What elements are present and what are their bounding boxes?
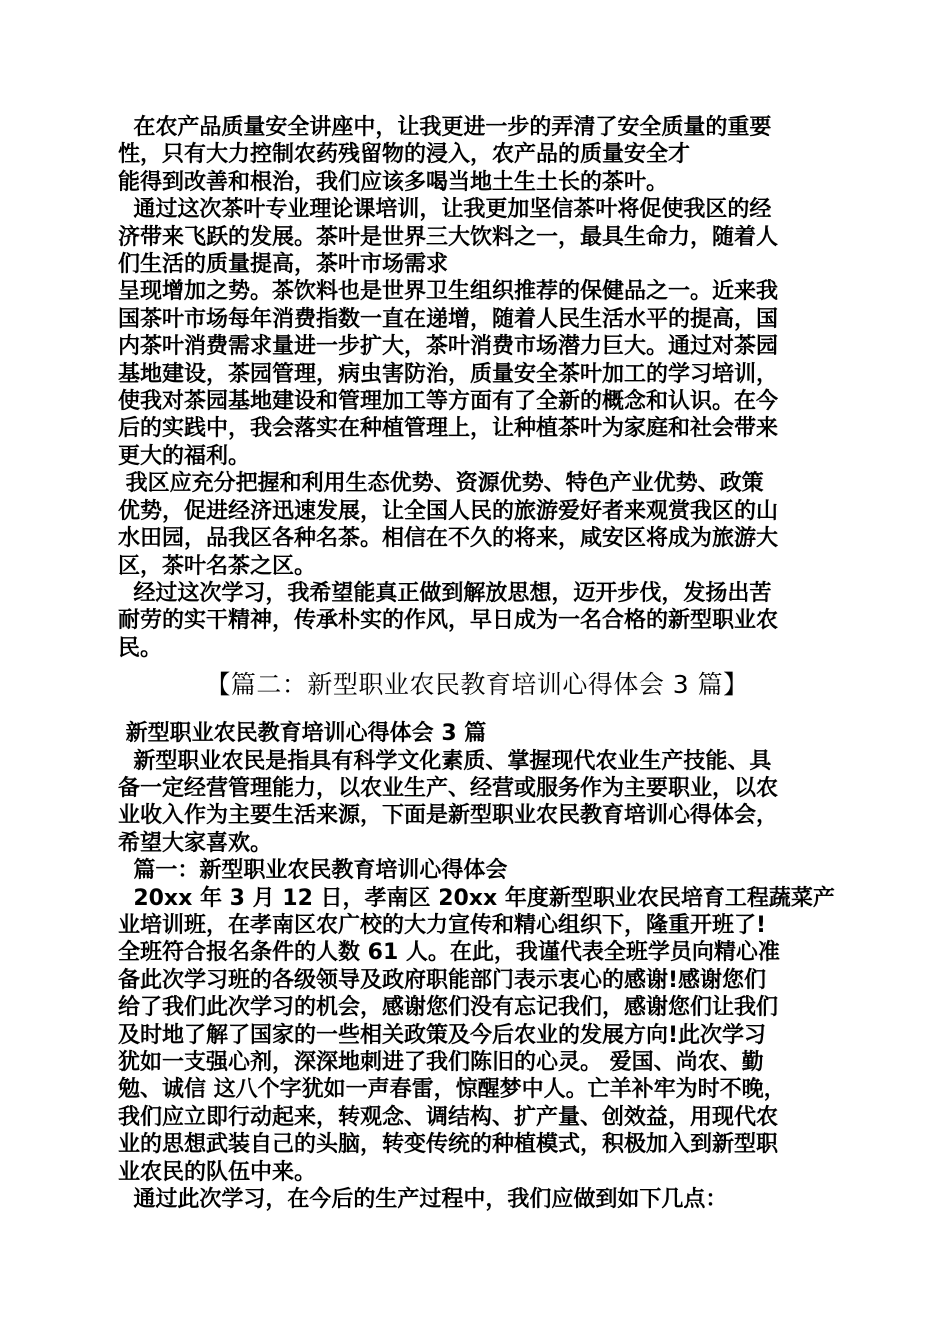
text-line: 勉、诚信 这八个字犹如一声春雷，惊醒梦中人。亡羊补牢为时不晚， [118,1077,786,1103]
text-line: 后的实践中，我会落实在种植管理上，让种植茶叶为家庭和社会带来 [118,416,779,442]
text-line: 济带来飞跃的发展。茶叶是世界三大饮料之一，最具生命力，随着人 [118,224,779,250]
text-line: 在农产品质量安全讲座中，让我更进一步的弄清了安全质量的重要 [118,115,772,140]
text-line: 新型职业农民是指具有科学文化素质、掌握现代农业生产技能、具 [118,748,772,774]
text-line: 通过此次学习，在今后的生产过程中，我们应做到如下几点： [118,1187,728,1213]
text-line: 经过这次学习，我希望能真正做到解放思想，迈开步伐，发扬出苦 [118,580,772,606]
text-line: 水田园，品我区各种名茶。相信在不久的将来，咸安区将成为旅游大 [118,526,779,552]
text-line: 给了我们此次学习的机会，感谢您们没有忘记我们，感谢您们让我们 [118,995,779,1021]
text-line: 能得到改善和根治，我们应该多喝当地土生土长的茶叶。 [118,169,669,195]
text-line: 20xx 年 3 月 12 日，孝南区 20xx 年度新型职业农民培育工程蔬菜产 [118,885,835,911]
article-title: 新型职业农民教育培训心得体会 3 篇 [118,721,487,747]
text-line: 区，茶叶名茶之区。 [118,553,317,579]
text-line: 及时地了解了国家的一些相关政策及今后农业的发展方向!此次学习 [118,1022,767,1048]
text-line: 希望大家喜欢。 [118,830,273,856]
text-line: 我们应立即行动起来，转观念、调结构、扩产量、创效益，用现代农 [118,1104,779,1130]
text-line: 优势，促进经济迅速发展，让全国人民的旅游爱好者来观赏我区的山 [118,498,779,524]
text-line: 备一定经营管理能力，以农业生产、经营或服务作为主要职业，以农 [118,775,779,801]
text-line: 犹如一支强心剂，深深地刺进了我们陈旧的心灵。 爱国、尚农、勤 [118,1050,764,1075]
text-line: 通过这次茶叶专业理论课培训，让我更加坚信茶叶将促使我区的经 [118,197,772,223]
text-line: 我区应充分把握和利用生态优势、资源优势、特色产业优势、政策 [118,471,764,497]
text-line: 业的思想武装自己的头脑，转变传统的种植模式，积极加入到新型职 [118,1132,779,1158]
section-heading: 【篇二：新型职业农民教育培训心得体会 3 篇】 [205,670,749,700]
text-line: 篇一：新型职业农民教育培训心得体会 [118,858,508,884]
text-line: 耐劳的实干精神，传承朴实的作风，早日成为一名合格的新型职业农 [118,608,779,634]
text-line: 业培训班，在孝南区农广校的大力宣传和精心组织下，隆重开班了! [118,912,767,938]
document-body [118,114,836,1213]
text-line: 呈现增加之势。茶饮料也是世界卫生组织推荐的保健品之一。近来我 [118,279,779,305]
text-line: 民。 [118,635,163,661]
text-line: 业农民的队伍中来。 [118,1159,317,1185]
text-line: 更大的福利。 [118,443,251,469]
text-line: 们生活的质量提高，茶叶市场需求 [118,252,449,278]
text-line: 业收入作为主要生活来源，下面是新型职业农民教育培训心得体会， [118,803,779,829]
text-line: 基地建设，茶园管理，病虫害防治，质量安全茶叶加工的学习培训， [118,361,779,387]
text-line: 全班符合报名条件的人数 61 人。在此，我谨代表全班学员向精心准 [118,940,780,966]
text-line: 使我对茶园基地建设和管理加工等方面有了全新的概念和认识。在今 [118,389,779,415]
text-line: 性，只有大力控制农药残留物的浸入，农产品的质量安全才 [118,142,691,168]
text-line: 内茶叶消费需求量进一步扩大，茶叶消费市场潜力巨大。通过对茶园 [118,334,779,360]
text-line: 备此次学习班的各级领导及政府职能部门表示衷心的感谢!感谢您们 [118,967,767,993]
text-line: 国茶叶市场每年消费指数一直在递增，随着人民生活水平的提高，国 [118,306,779,332]
